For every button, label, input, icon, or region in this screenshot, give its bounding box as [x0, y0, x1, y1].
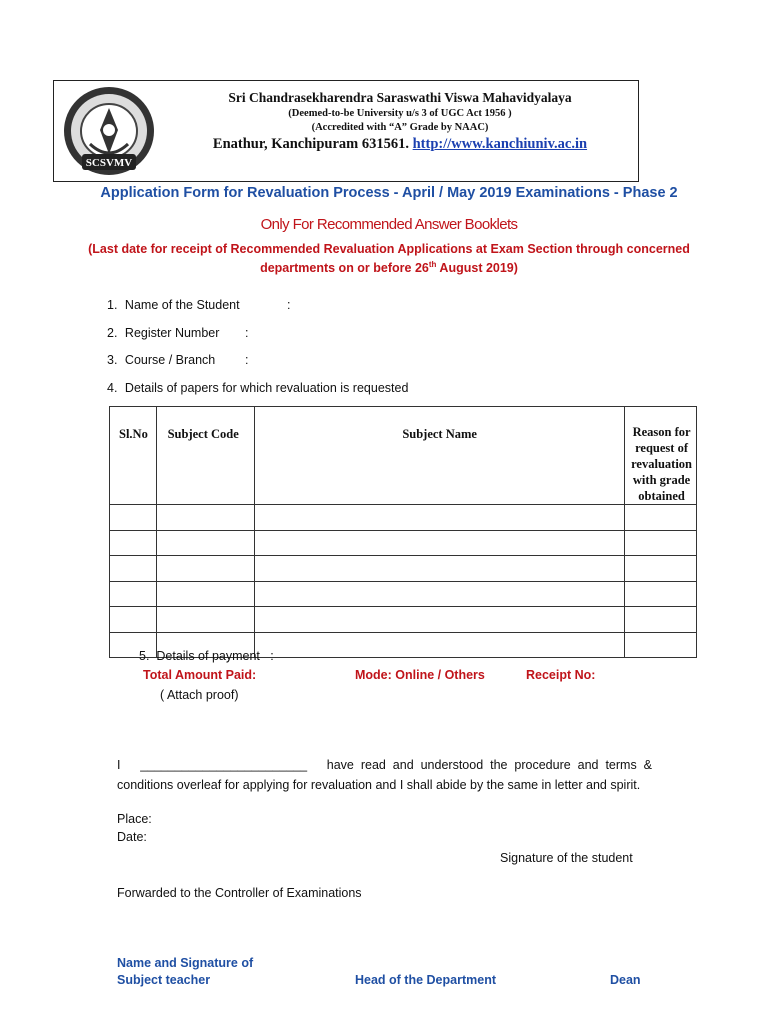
table-row [110, 556, 697, 582]
table-cell[interactable] [255, 556, 625, 582]
field-label: Register Number [124, 326, 220, 340]
header-slno: Sl.No [110, 407, 157, 505]
teacher-signature-line1: Name and Signature of [117, 956, 254, 970]
deadline-text: departments on or before 26 [260, 261, 429, 276]
payment-mode-label: Mode: Online / Others [355, 668, 485, 682]
table-cell[interactable] [156, 530, 255, 556]
form-title: Application Form for Revaluation Process - April / May 2019 Examinations - Phase 2 [100, 185, 678, 201]
deadline-text-end: August 2019) [436, 261, 518, 276]
field-number: 1. [107, 298, 118, 312]
receipt-no-label: Receipt No: [526, 668, 596, 682]
field-paper-details [107, 381, 408, 395]
total-amount-label: Total Amount Paid: [143, 668, 257, 682]
accreditation: (Accredited with “A” Grade by NAAC) [311, 122, 489, 133]
header-subject-name: Subject Name [255, 407, 625, 505]
field-number: 3. [107, 353, 118, 367]
field-label: Name of the Student [124, 298, 240, 312]
student-signature-label: Signature of the student [500, 851, 633, 865]
table-cell[interactable] [110, 505, 157, 531]
table-cell[interactable] [625, 530, 697, 556]
table-cell[interactable] [255, 505, 625, 531]
deadline-sup: th [428, 260, 437, 269]
deemed-status: (Deemed-to-be University u/s 3 of UGC Act 1956 ) [288, 108, 512, 119]
deadline-note-line1: (Last date for receipt of Recommended Revaluation Applications at Exam Section through concerned [88, 242, 690, 256]
payment-label: 5. Details of payment : [139, 649, 274, 663]
table-cell[interactable] [625, 607, 697, 633]
table-row [110, 530, 697, 556]
field-colon: : [245, 326, 249, 340]
table-row [110, 505, 697, 531]
field-student-name [107, 298, 240, 312]
hod-signature-label: Head of the Department [355, 973, 496, 987]
forwarded-note: Forwarded to the Controller of Examinations [117, 886, 362, 900]
declaration-line2: conditions overleaf for applying for revaluation and I shall abide by the same in letter and spirit. [117, 778, 641, 792]
table-cell[interactable] [625, 632, 697, 658]
table-row [110, 581, 697, 607]
table-cell[interactable] [255, 632, 625, 658]
attach-proof-note: ( Attach proof) [160, 688, 239, 702]
field-label: Course / Branch [124, 353, 216, 367]
form-subtitle: Only For Recommended Answer Booklets [260, 216, 518, 233]
deadline-note-line2 [60, 260, 718, 275]
table-cell[interactable] [110, 530, 157, 556]
address: Enathur, Kanchipuram 631561. [212, 136, 409, 152]
field-number: 4. [107, 381, 118, 395]
place-label: Place: [117, 812, 152, 826]
field-number: 2. [107, 326, 118, 340]
teacher-signature-line2: Subject teacher [117, 973, 211, 987]
declaration-text: have read and understood the procedure and terms & [326, 758, 652, 772]
dean-signature-label: Dean [610, 973, 641, 987]
table-cell[interactable] [156, 505, 255, 531]
table-cell[interactable] [255, 581, 625, 607]
address-line [160, 136, 640, 153]
table-cell[interactable] [110, 556, 157, 582]
table-cell[interactable] [625, 556, 697, 582]
logo-text: SCSVMV [85, 157, 133, 169]
declaration-name-blank[interactable]: ________________________ [140, 758, 308, 772]
university-website-link[interactable]: http://www.kanchiuniv.ac.in [412, 136, 588, 152]
table-cell[interactable] [156, 581, 255, 607]
table-cell[interactable] [255, 607, 625, 633]
field-colon: : [287, 298, 291, 312]
university-logo [60, 84, 158, 178]
table-cell[interactable] [156, 556, 255, 582]
date-label: Date: [117, 830, 147, 844]
table-cell[interactable] [110, 607, 157, 633]
table-cell[interactable] [625, 581, 697, 607]
declaration-i: I [117, 758, 121, 772]
table-header-row [110, 407, 697, 505]
header-subject-code: Subject Code [156, 407, 255, 505]
table-cell[interactable] [255, 530, 625, 556]
university-name: Sri Chandrasekharendra Saraswathi Viswa Mahavidyalaya [228, 90, 572, 105]
declaration-line1 [117, 758, 652, 772]
field-colon: : [245, 353, 249, 367]
table-row [110, 607, 697, 633]
papers-table [109, 406, 697, 658]
field-course-branch [107, 353, 215, 367]
table-cell[interactable] [156, 607, 255, 633]
field-label: Details of papers for which revaluation is requested [124, 381, 409, 395]
table-cell[interactable] [625, 505, 697, 531]
header-reason: Reason for request of revaluation with grade obtained [625, 407, 697, 505]
field-register-number [107, 326, 219, 340]
table-cell[interactable] [110, 581, 157, 607]
